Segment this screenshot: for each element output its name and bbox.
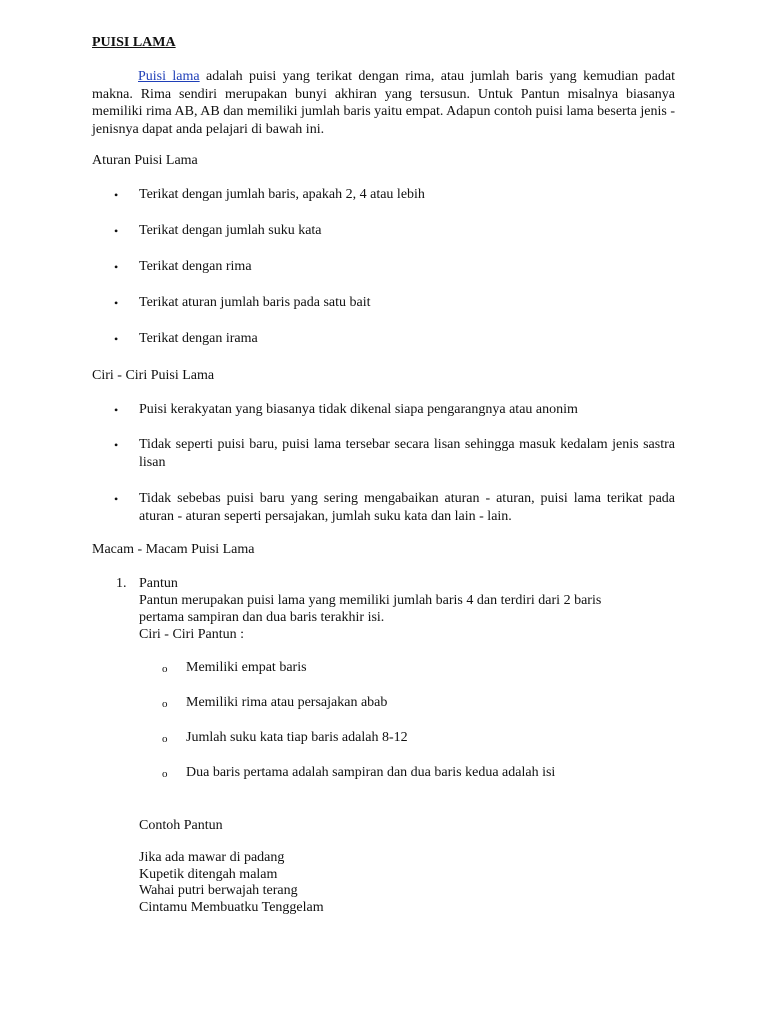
- pantun-description: Pantun merupakan puisi lama yang memiliki jumlah baris 4 dan terdiri dari 2 baris: [139, 593, 602, 608]
- pantun-name: Pantun: [139, 576, 178, 591]
- pantun-ciri-item: Jumlah suku kata tiap baris adalah 8-12: [186, 730, 408, 745]
- pantun-ciri-heading: Ciri - Ciri Pantun :: [139, 627, 244, 642]
- bullet-icon: •: [114, 492, 119, 506]
- pantun-description: pertama sampiran dan dua baris terakhir isi.: [139, 610, 385, 625]
- intro-paragraph: [92, 68, 675, 138]
- aturan-heading: Aturan Puisi Lama: [92, 153, 198, 168]
- macam-heading: Macam - Macam Puisi Lama: [92, 542, 255, 557]
- aturan-item: Terikat dengan jumlah baris, apakah 2, 4 atau lebih: [139, 187, 425, 202]
- puisi-lama-link[interactable]: Puisi lama: [138, 69, 200, 84]
- pantun-ciri-item: Dua baris pertama adalah sampiran dan dua baris kedua adalah isi: [186, 765, 556, 780]
- circle-bullet-icon: o: [162, 698, 168, 710]
- circle-bullet-icon: o: [162, 733, 168, 745]
- pantun-ciri-item: Memiliki empat baris: [186, 660, 307, 675]
- pantun-ciri-item: Memiliki rima atau persajakan abab: [186, 695, 388, 710]
- circle-bullet-icon: o: [162, 768, 168, 780]
- bullet-icon: •: [114, 332, 119, 346]
- bullet-icon: •: [114, 438, 119, 452]
- bullet-icon: •: [114, 224, 119, 238]
- aturan-item: Terikat aturan jumlah baris pada satu bait: [139, 295, 371, 310]
- contoh-pantun-heading: Contoh Pantun: [139, 818, 223, 833]
- bullet-icon: •: [114, 188, 119, 202]
- bullet-icon: •: [114, 296, 119, 310]
- list-number: 1.: [116, 576, 127, 591]
- bullet-icon: •: [114, 260, 119, 274]
- poem-line: Cintamu Membuatku Tenggelam: [139, 899, 324, 915]
- bullet-icon: •: [114, 403, 119, 417]
- ciri-item: Tidak seperti puisi baru, puisi lama tersebar secara lisan sehingga masuk kedalam jenis sastra lisan: [139, 437, 675, 470]
- poem-line: Kupetik ditengah malam: [139, 866, 278, 882]
- ciri-item: Puisi kerakyatan yang biasanya tidak dikenal siapa pengarangnya atau anonim: [139, 402, 578, 417]
- page-title: PUISI LAMA: [92, 35, 176, 50]
- ciri-item: Tidak sebebas puisi baru yang sering mengabaikan aturan - aturan, puisi lama terikat pada aturan - aturan seperti persajakan, jumlah suku kata dan lain - lain.: [139, 491, 675, 524]
- circle-bullet-icon: o: [162, 663, 168, 675]
- poem-line: Wahai putri berwajah terang: [139, 883, 298, 898]
- aturan-item: Terikat dengan rima: [139, 259, 252, 274]
- intro-text: adalah puisi yang terikat dengan rima, atau jumlah baris yang kemudian padat makna. Rima sendiri merupakan bunyi akhiran yang tersusun. Untuk Pantun misalnya biasanya memiliki rima AB, AB dan memiliki jumlah baris yaitu empat. Adapun contoh puisi lama beserta jenis - jenisnya dapat anda pelajari di bawah ini.: [92, 69, 675, 137]
- pantun-poem: [139, 850, 324, 916]
- poem-line: Jika ada mawar di padang: [139, 850, 285, 865]
- aturan-item: Terikat dengan irama: [139, 331, 258, 346]
- ciri-heading: Ciri - Ciri Puisi Lama: [92, 368, 215, 383]
- aturan-item: Terikat dengan jumlah suku kata: [139, 223, 322, 238]
